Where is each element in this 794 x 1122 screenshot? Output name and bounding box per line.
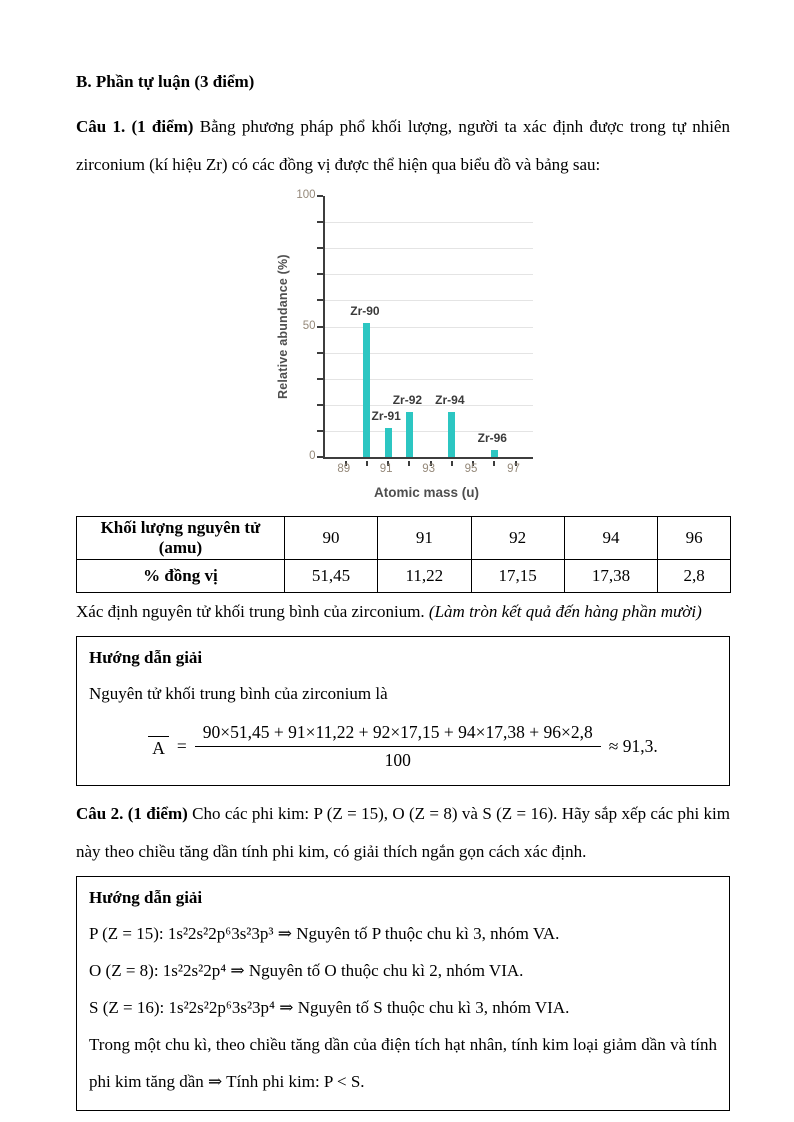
gridline xyxy=(325,353,533,354)
bar-label: Zr-96 xyxy=(477,430,507,445)
table-cell-mass: 91 xyxy=(378,517,471,560)
formula-result: ≈ 91,3. xyxy=(608,736,658,756)
table-cell-abundance: 11,22 xyxy=(378,560,471,593)
solution-2-line-o: O (Z = 8): 1s²2s²2p⁴ ⇒ Nguyên tố O thuộc chu kì 2, nhóm VIA. xyxy=(89,961,524,980)
isotope-abundance-chart xyxy=(275,189,531,500)
gridline xyxy=(325,222,533,223)
table-cell-abundance: 17,38 xyxy=(564,560,657,593)
y-axis-tick xyxy=(317,273,323,275)
chart-plot xyxy=(323,196,533,459)
average-mass-formula xyxy=(89,722,717,771)
question-2-label: Câu 2. (1 điểm) xyxy=(76,804,188,823)
table-cell-mass: 92 xyxy=(471,517,564,560)
y-tick-label: 0 xyxy=(309,450,316,462)
solution-2-line-s: S (Z = 16): 1s²2s²2p⁶3s²3p⁴ ⇒ Nguyên tố S thuộc chu kì 3, nhóm VIA. xyxy=(89,998,570,1017)
isotope-table xyxy=(76,516,731,593)
y-tick-label: 50 xyxy=(302,319,316,332)
gridline xyxy=(325,274,533,275)
bar xyxy=(406,412,413,457)
solution-1-title: Hướng dẫn giải xyxy=(89,648,203,667)
chart-row xyxy=(275,189,531,500)
solution-box-2 xyxy=(76,876,730,1111)
gridline xyxy=(325,379,533,380)
x-axis-tick-labels xyxy=(323,459,531,477)
solution-1-intro: Nguyên tử khối trung bình của zirconium là xyxy=(89,684,388,703)
question-1-rounding-note: (Làm tròn kết quả đến hàng phần mười) xyxy=(428,602,702,621)
x-tick-label: 91 xyxy=(379,463,393,475)
question-1-task-text: Xác định nguyên tử khối trung bình của zirconium. xyxy=(76,602,429,621)
table-cell-abundance: 51,45 xyxy=(284,560,377,593)
gridline xyxy=(325,300,533,301)
page-content xyxy=(76,70,730,1111)
bar-label: Zr-90 xyxy=(350,303,380,318)
table-cell-mass: 94 xyxy=(564,517,657,560)
x-tick-label: 89 xyxy=(337,463,351,475)
table-row-abundance xyxy=(77,560,731,593)
equals-sign: = xyxy=(176,736,187,756)
y-axis-tick xyxy=(317,404,323,406)
y-axis-tick xyxy=(317,326,323,328)
y-tick-label: 100 xyxy=(296,189,316,201)
solution-2-title: Hướng dẫn giải xyxy=(89,888,203,907)
table-header-abundance: % đồng vị xyxy=(77,560,285,593)
bar xyxy=(448,412,455,457)
bar xyxy=(491,450,498,457)
bar xyxy=(385,428,392,457)
x-tick-label: 93 xyxy=(422,463,435,475)
fraction-numerator: 90×51,45 + 91×11,22 + 92×17,15 + 94×17,38 + 96×2,8 xyxy=(195,722,601,747)
table-cell-mass: 90 xyxy=(284,517,377,560)
x-axis-title: Atomic mass (u) xyxy=(373,485,480,500)
y-axis-tick xyxy=(317,352,323,354)
bar-label: Zr-92 xyxy=(392,393,423,408)
y-axis-tick xyxy=(317,430,323,432)
table-cell-mass: 96 xyxy=(658,517,731,560)
y-axis-tick xyxy=(317,195,323,197)
solution-box-1 xyxy=(76,636,730,786)
question-1-task xyxy=(76,593,730,631)
question-2-paragraph xyxy=(76,795,730,871)
x-tick-label: 97 xyxy=(507,463,520,475)
y-axis-tick xyxy=(317,456,323,458)
fraction-denominator: 100 xyxy=(384,750,411,770)
question-1-text: Bằng phương pháp phổ khối lượng, người ta xác định được trong tự nhiên zirconium (kí hiệu Zr) có các đồng vị được thể hiện qua biểu đồ và bảng sau: xyxy=(76,117,730,174)
y-axis-tick xyxy=(317,247,323,249)
a-bar-symbol: A xyxy=(148,736,169,757)
gridline xyxy=(325,248,533,249)
gridline xyxy=(325,327,533,328)
chart-main xyxy=(323,196,531,500)
y-axis-tick xyxy=(317,299,323,301)
fraction xyxy=(195,722,601,771)
y-axis-tick xyxy=(317,221,323,223)
table-cell-abundance: 17,15 xyxy=(471,560,564,593)
question-2-text: Cho các phi kim: P (Z = 15), O (Z = 8) và S (Z = 16). Hãy sắp xếp các phi kim này theo chiều tăng dần tính phi kim, có giải thích ngắn gọn cách xác định. xyxy=(76,804,730,861)
y-axis-title: Relative abundance (%) xyxy=(275,254,290,399)
solution-2-line-p: P (Z = 15): 1s²2s²2p⁶3s²3p³ ⇒ Nguyên tố P thuộc chu kì 3, nhóm VA. xyxy=(89,924,560,943)
x-tick-label: 95 xyxy=(464,463,478,475)
section-heading: B. Phần tự luận (3 điểm) xyxy=(76,72,255,91)
bar-label: Zr-91 xyxy=(371,408,401,423)
question-1-label: Câu 1. (1 điểm) xyxy=(76,117,194,136)
bar xyxy=(363,323,370,457)
table-header-mass: Khối lượng nguyên tử (amu) xyxy=(77,517,285,560)
table-cell-abundance: 2,8 xyxy=(658,560,731,593)
table-row-masses xyxy=(77,517,731,560)
y-axis-tick xyxy=(317,378,323,380)
solution-2-conclusion: Trong một chu kì, theo chiều tăng dần của điện tích hạt nhân, tính kim loại giảm dần và tính phi kim tăng dần ⇒ Tính phi kim: P < S. xyxy=(89,1035,717,1091)
question-1-paragraph xyxy=(76,108,730,184)
bar-label: Zr-94 xyxy=(435,392,465,407)
